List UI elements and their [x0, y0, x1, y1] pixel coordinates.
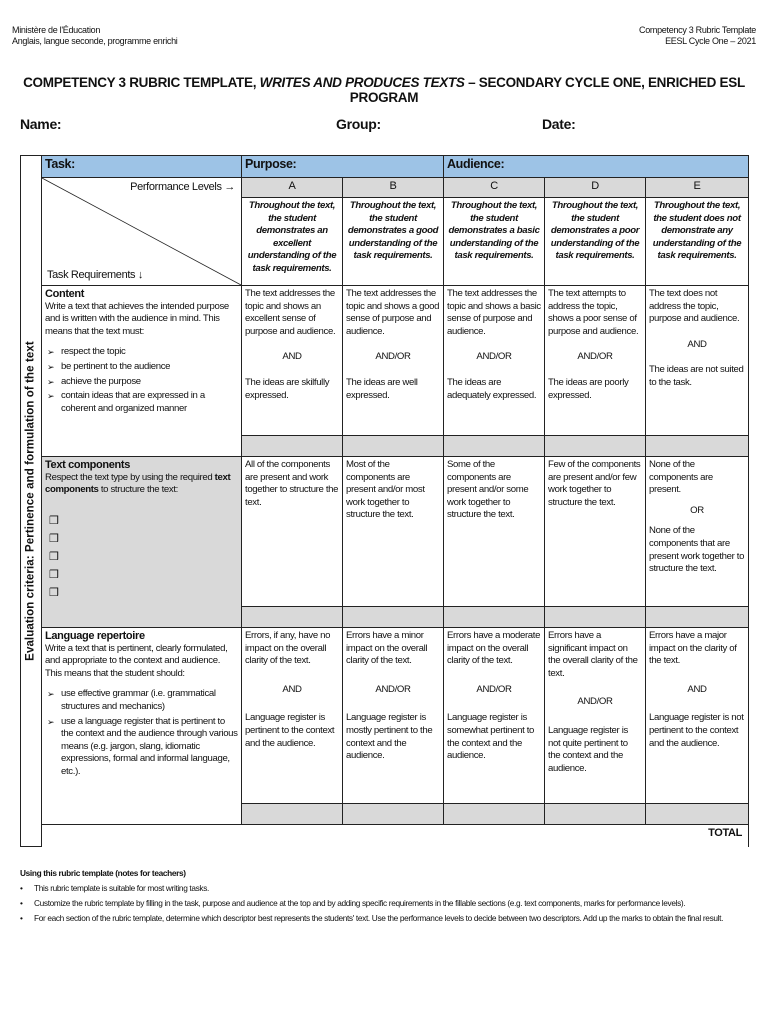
component-checkbox[interactable]: ❒ — [49, 514, 59, 527]
component-checkbox[interactable]: ❒ — [49, 532, 59, 545]
language-mark-e[interactable] — [646, 804, 749, 825]
language-mark-d[interactable] — [545, 804, 646, 825]
components-level-d: Few of the components are present and/or few work together to structure the text. — [545, 457, 646, 607]
list-item: • This rubric template is suitable for most writing tasks. — [20, 883, 209, 893]
rubric-table — [20, 155, 749, 847]
component-checkbox[interactable]: ❒ — [49, 568, 59, 581]
level-a-descriptor: Throughout the text, the student demonstrates an excellent understanding of the task requirements. — [242, 198, 343, 286]
level-e-descriptor: Throughout the text, the student does not demonstrate any understanding of the task requirements. — [646, 198, 749, 286]
language-level-c: Errors have a moderate impact on the overall clarity of the text. AND/OR Language register is somewhat pertinent to the context and the audience. — [444, 628, 545, 804]
list-item: ➢ be pertinent to the audience — [45, 361, 238, 374]
performance-levels-label: Performance Levels → — [130, 181, 235, 193]
content-mark-b[interactable] — [343, 436, 444, 457]
components-title: Text components — [45, 459, 131, 471]
content-level-e: The text does not address the topic, purpose and audience. AND The ideas are not suited to the task. — [646, 286, 749, 436]
components-intro: Respect the text type by using the required text components to structure the text: — [45, 471, 231, 496]
component-checklist — [49, 515, 238, 605]
level-c-header: C — [444, 178, 545, 198]
content-mark-c[interactable] — [444, 436, 545, 457]
language-bullets — [45, 688, 238, 778]
components-level-e: None of the components are present. OR None of the components that are present work together to structure the text. — [646, 457, 749, 607]
component-checkbox[interactable]: ❒ — [49, 586, 59, 599]
list-item: ➢ respect the topic — [45, 346, 238, 359]
components-level-a: All of the components are present and work together to structure the text. — [242, 457, 343, 607]
content-level-a: The text addresses the topic and shows an excellent sense of purpose and audience. AND The ideas are skilfully expressed. — [242, 286, 343, 436]
template-name: Competency 3 Rubric Template — [639, 25, 756, 35]
cycle-year: EESL Cycle One – 2021 — [665, 36, 756, 46]
evaluation-criteria-label: Evaluation criteria: Pertinence and formulation of the text — [21, 156, 42, 847]
purpose-field[interactable]: Purpose: — [242, 156, 444, 178]
language-level-d: Errors have a significant impact on the overall clarity of the text. AND/OR Language register is not quite pertinent to the context and the audience. — [545, 628, 646, 804]
content-level-b: The text addresses the topic and shows a good sense of purpose and audience. AND/OR The ideas are well expressed. — [343, 286, 444, 436]
level-a-header: A — [242, 178, 343, 198]
document-title: COMPETENCY 3 RUBRIC TEMPLATE, WRITES AND PRODUCES TEXTS – SECONDARY CYCLE ONE, ENRICHED ESL PROGRAM — [23, 75, 745, 105]
content-title: Content — [45, 288, 85, 300]
level-c-descriptor: Throughout the text, the student demonstrates a basic understanding of the task requirements. — [444, 198, 545, 286]
language-mark-a[interactable] — [242, 804, 343, 825]
ministry-header — [12, 25, 178, 47]
level-b-descriptor: Throughout the text, the student demonstrates a good understanding of the task requirements. — [343, 198, 444, 286]
date-label: Date: — [542, 116, 576, 132]
language-level-b: Errors have a minor impact on the overall clarity of the text. AND/OR Language register is mostly pertinent to the context and the audience. — [343, 628, 444, 804]
date-field[interactable] — [542, 116, 719, 132]
list-item: • For each section of the rubric template, determine which descriptor best represents the students' text. Use the performance levels to decide between two descriptors. Add up the marks to obtain the final result. — [20, 913, 724, 923]
group-field[interactable] — [336, 116, 524, 132]
language-requirements — [42, 628, 242, 825]
content-level-d: The text attempts to address the topic, shows a poor sense of purpose and audience. AND/OR The ideas are poorly expressed. — [545, 286, 646, 436]
name-label: Name: — [20, 116, 62, 132]
list-item: ➢ use effective grammar (i.e. grammatical structures and mechanics) — [45, 688, 238, 713]
language-level-a: Errors, if any, have no impact on the overall clarity of the text. AND Language register is pertinent to the context and the audience. — [242, 628, 343, 804]
ministry-name: Ministère de l'Éducation — [12, 25, 101, 35]
level-d-descriptor: Throughout the text, the student demonstrates a poor understanding of the task requirements. — [545, 198, 646, 286]
level-b-header: B — [343, 178, 444, 198]
components-mark-e[interactable] — [646, 607, 749, 628]
language-title: Language repertoire — [45, 630, 145, 642]
group-label: Group: — [336, 116, 381, 132]
notes-title: Using this rubric template (notes for teachers) — [20, 868, 186, 878]
content-mark-d[interactable] — [545, 436, 646, 457]
level-e-header: E — [646, 178, 749, 198]
components-requirements — [42, 457, 242, 628]
content-mark-e[interactable] — [646, 436, 749, 457]
list-item: • Customize the rubric template by filling in the task, purpose and audience at the top and by adding specific requirements in the fillable sections (e.g. text components, marks for performance levels). — [20, 898, 686, 908]
components-mark-c[interactable] — [444, 607, 545, 628]
task-field[interactable]: Task: — [42, 156, 242, 178]
task-requirements-label: Task Requirements ↓ — [47, 269, 144, 282]
program-name: Anglais, langue seconde, programme enrichi — [12, 36, 178, 46]
language-mark-c[interactable] — [444, 804, 545, 825]
total-label: TOTAL — [708, 827, 743, 839]
components-mark-b[interactable] — [343, 607, 444, 628]
teacher-notes — [20, 866, 723, 926]
document-id-header — [639, 25, 756, 47]
content-mark-a[interactable] — [242, 436, 343, 457]
content-requirements — [42, 286, 242, 457]
components-mark-d[interactable] — [545, 607, 646, 628]
audience-field[interactable]: Audience: — [444, 156, 749, 178]
language-level-e: Errors have a major impact on the clarity of the text. AND Language register is not pertinent to the context and the audience. — [646, 628, 749, 804]
name-field[interactable] — [20, 116, 205, 132]
component-checkbox[interactable]: ❒ — [49, 550, 59, 563]
level-d-header: D — [545, 178, 646, 198]
components-mark-a[interactable] — [242, 607, 343, 628]
content-bullets — [45, 346, 238, 415]
list-item: ➢ achieve the purpose — [45, 376, 238, 389]
components-level-c: Some of the components are present and/or some work together to structure the text. — [444, 457, 545, 607]
levels-requirements-corner — [42, 178, 242, 286]
components-level-b: Most of the components are present and/or most work together to structure the text. — [343, 457, 444, 607]
content-intro: Write a text that achieves the intended purpose and is written with the audience in mind. This means that the text must: — [45, 300, 229, 337]
list-item: ➢ contain ideas that are expressed in a coherent and organized manner — [45, 390, 238, 415]
language-intro: Write a text that is pertinent, clearly formulated, and appropriate to the context and audience. This means that the student should: — [45, 642, 228, 679]
list-item: ➢ use a language register that is pertinent to the context and the audience through various means (e.g. jargon, slang, idiomatic expressions, formal and informal language, etc.). — [45, 716, 238, 779]
content-level-c: The text addresses the topic and shows a basic sense of purpose and audience. AND/OR The ideas are adequately expressed. — [444, 286, 545, 436]
language-mark-b[interactable] — [343, 804, 444, 825]
